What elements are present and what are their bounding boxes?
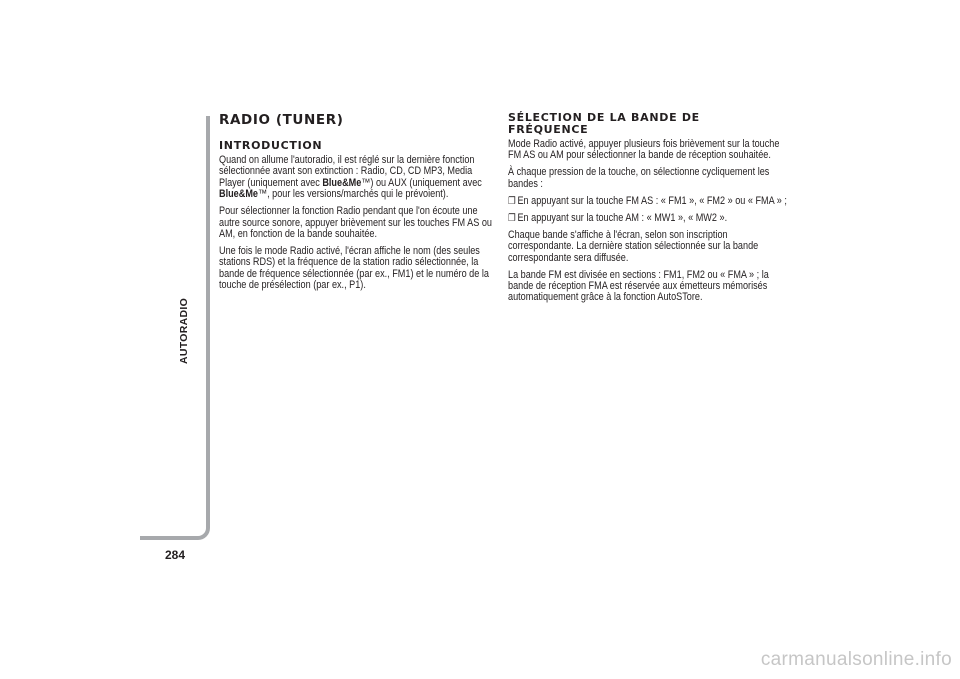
brand-name: Blue&Me <box>322 176 362 189</box>
intro-text-b: ™) ou AUX (uniquement avec <box>361 176 482 189</box>
list-item <box>508 213 788 224</box>
paragraph: La bande FM est divisée en sections : FM1, FM2 ou « FMA » ; la bande de réception FMA est réservée aux émetteurs mémorisés automatiquement grâce à la fonction AutoSTore. <box>508 268 769 304</box>
section-title: RADIO (TUNER) <box>219 112 344 128</box>
section-title-band: SÉLECTION DE LA BANDE DE FRÉQUENCE <box>508 111 700 136</box>
intro-text-a: Quand on allume l'autoradio, il est réglé sur la dernière fonction sélectionnée avant son extinction : Radio, CD, CD MP3, Media Player (uniquement avec <box>219 154 475 189</box>
paragraph: À chaque pression de la touche, on sélectionne cycliquement les bandes : <box>508 166 770 190</box>
watermark: carmanualsonline.info <box>760 649 952 670</box>
list-item-text: En appuyant sur la touche FM AS : « FM1 », « FM2 » ou « FMA » ; <box>517 194 787 207</box>
paragraph: Une fois le mode Radio activé, l'écran affiche le nom (des seules stations RDS) et la fréquence de la station radio sélectionnée, la bande de fréquence sélectionnée (par ex., FM1) et le numéro de la touche de présélection (par ex., P1). <box>219 245 489 292</box>
checkbox-bullet-icon: ❐ <box>508 212 516 224</box>
page-number: 284 <box>165 548 186 562</box>
paragraph: Pour sélectionner la fonction Radio pendant que l'on écoute une autre source sonore, appuyer brièvement sur les touches FM AS ou AM, en fonction de la bande souhaitée. <box>219 205 492 241</box>
brand-name: Blue&Me <box>219 188 258 201</box>
checkbox-bullet-icon: ❐ <box>508 195 516 207</box>
section-label: AUTORADIO <box>178 297 190 364</box>
paragraph: Chaque bande s'affiche à l'écran, selon son inscription correspondante. La dernière station sélectionnée sur la bande correspondante sera diffusée. <box>508 228 759 264</box>
intro-text-c: ™, pour les versions/marchés qui le prévoient). <box>257 188 449 201</box>
left-column <box>219 112 501 297</box>
list-item <box>508 196 788 207</box>
paragraph: Mode Radio activé, appuyer plusieurs fois brièvement sur la touche FM AS ou AM pour sélectionner la bande de réception souhaitée. <box>508 138 780 162</box>
right-column <box>508 112 790 309</box>
intro-paragraph <box>219 155 500 201</box>
sidebar-frame <box>140 116 210 540</box>
subsection-title: INTRODUCTION <box>219 139 323 152</box>
list-item-text: En appuyant sur la touche AM : « MW1 », « MW2 ». <box>517 211 728 224</box>
